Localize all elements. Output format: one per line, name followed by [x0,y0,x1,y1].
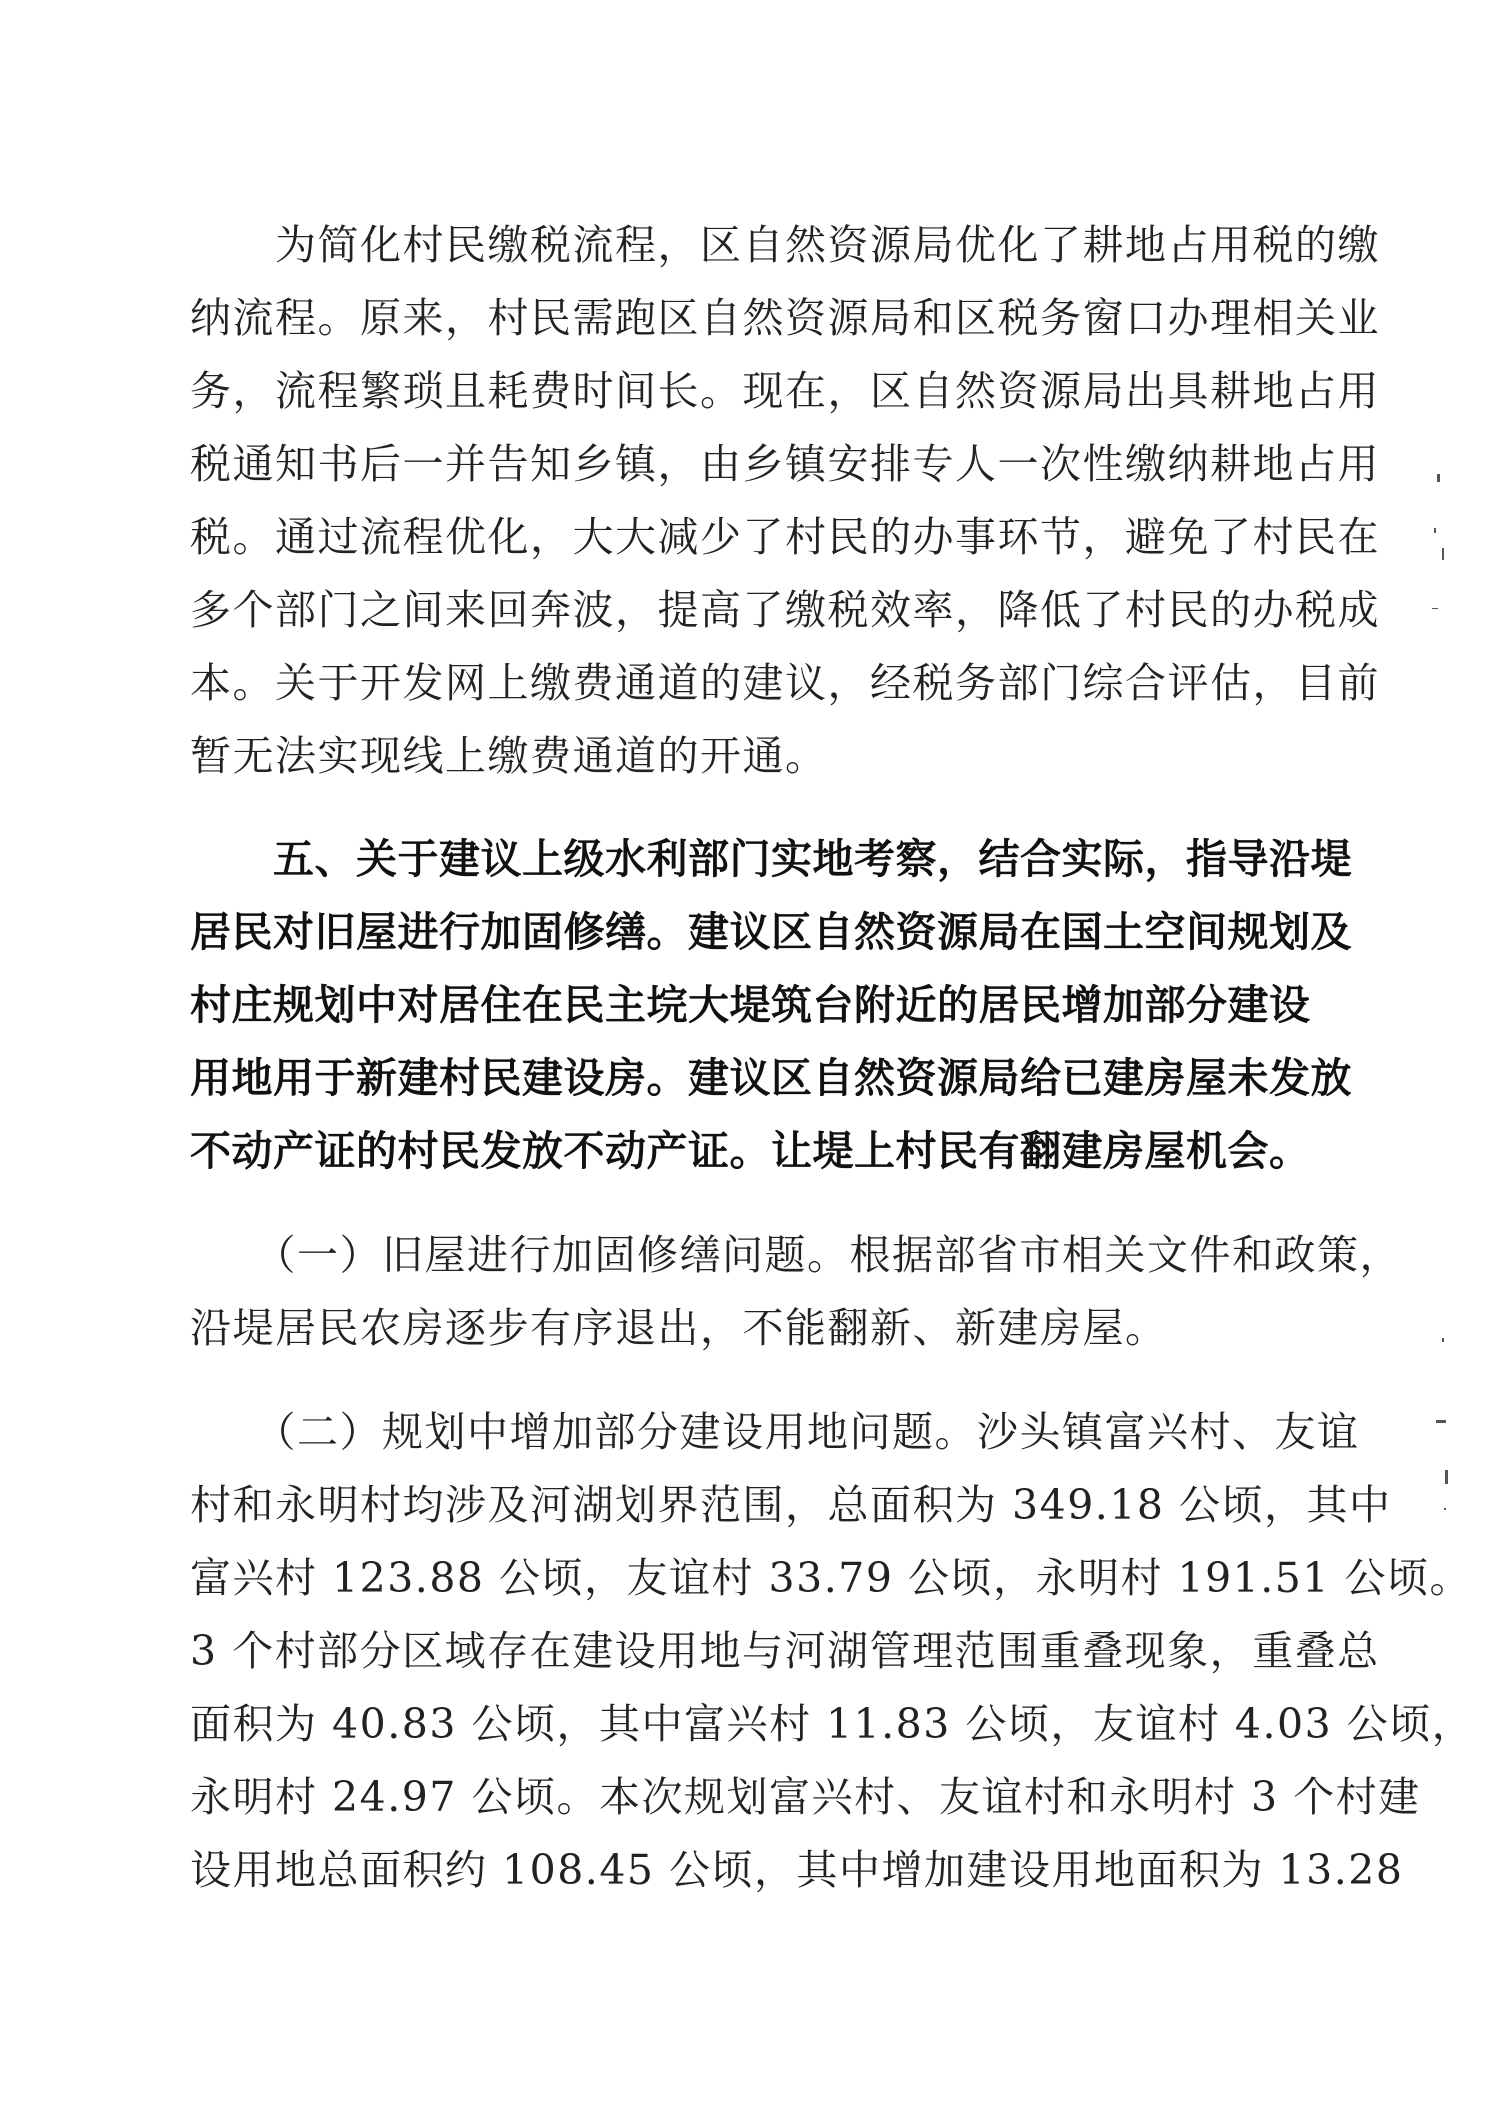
text-line: 本。关于开发网上缴费通道的建议，经税务部门综合评估，目前 [190,659,1380,707]
heading-line: 不动产证的村民发放不动产证。让堤上村民有翻建房屋机会。 [190,1127,1311,1175]
scan-artifact [1434,528,1436,533]
text-line: 面积为 40.83 公顷，其中富兴村 11.83 公顷，友谊村 4.03 公顷， [190,1700,1475,1748]
heading-line: 居民对旧屋进行加固修缮。建议区自然资源局在国土空间规划及 [190,908,1352,956]
heading-line: 五、关于建议上级水利部门实地考察，结合实际，指导沿堤 [190,835,1352,883]
text-line: 永明村 24.97 公顷。本次规划富兴村、友谊村和永明村 3 个村建 [190,1773,1421,1821]
scan-artifact [1437,474,1440,482]
text-line: 沿堤居民农房逐步有序退出，不能翻新、新建房屋。 [190,1304,1168,1352]
text-line: 村和永明村均涉及河湖划界范围，总面积为 349.18 公顷，其中 [190,1481,1392,1529]
text-line: 3 个村部分区域存在建设用地与河湖管理范围重叠现象，重叠总 [190,1627,1380,1675]
text-line: 暂无法实现线上缴费通道的开通。 [190,732,828,780]
scan-artifact [1432,608,1438,609]
text-line: 务，流程繁琐且耗费时间长。现在，区自然资源局出具耕地占用 [190,367,1380,415]
scan-artifact [1445,1470,1448,1484]
text-line: 富兴村 123.88 公顷，友谊村 33.79 公顷，永明村 191.51 公顷。 [190,1554,1472,1602]
text-line: 纳流程。原来，村民需跑区自然资源局和区税务窗口办理相关业 [190,294,1380,342]
heading-line: 村庄规划中对居住在民主垸大堤筑台附近的居民增加部分建设 [190,981,1311,1029]
text-line: 税。通过流程优化，大大减少了村民的办事环节，避免了村民在 [190,513,1380,561]
scan-artifact [1442,548,1444,560]
scan-artifact [1442,1338,1444,1342]
heading-line: 用地用于新建村民建设房。建议区自然资源局给已建房屋未发放 [190,1054,1352,1102]
text-line: （二）规划中增加部分建设用地问题。沙头镇富兴村、友谊 [190,1408,1360,1456]
text-line: （一）旧屋进行加固修缮问题。根据部省市相关文件和政策， [190,1231,1402,1279]
text-line: 设用地总面积约 108.45 公顷，其中增加建设用地面积为 13.28 [190,1846,1404,1894]
text-line: 税通知书后一并告知乡镇，由乡镇安排专人一次性缴纳耕地占用 [190,440,1380,488]
scan-artifact [1436,1420,1446,1423]
scan-artifact [1444,1508,1446,1510]
text-line: 为简化村民缴税流程，区自然资源局优化了耕地占用税的缴 [190,221,1380,269]
text-line: 多个部门之间来回奔波，提高了缴税效率，降低了村民的办税成 [190,586,1380,634]
